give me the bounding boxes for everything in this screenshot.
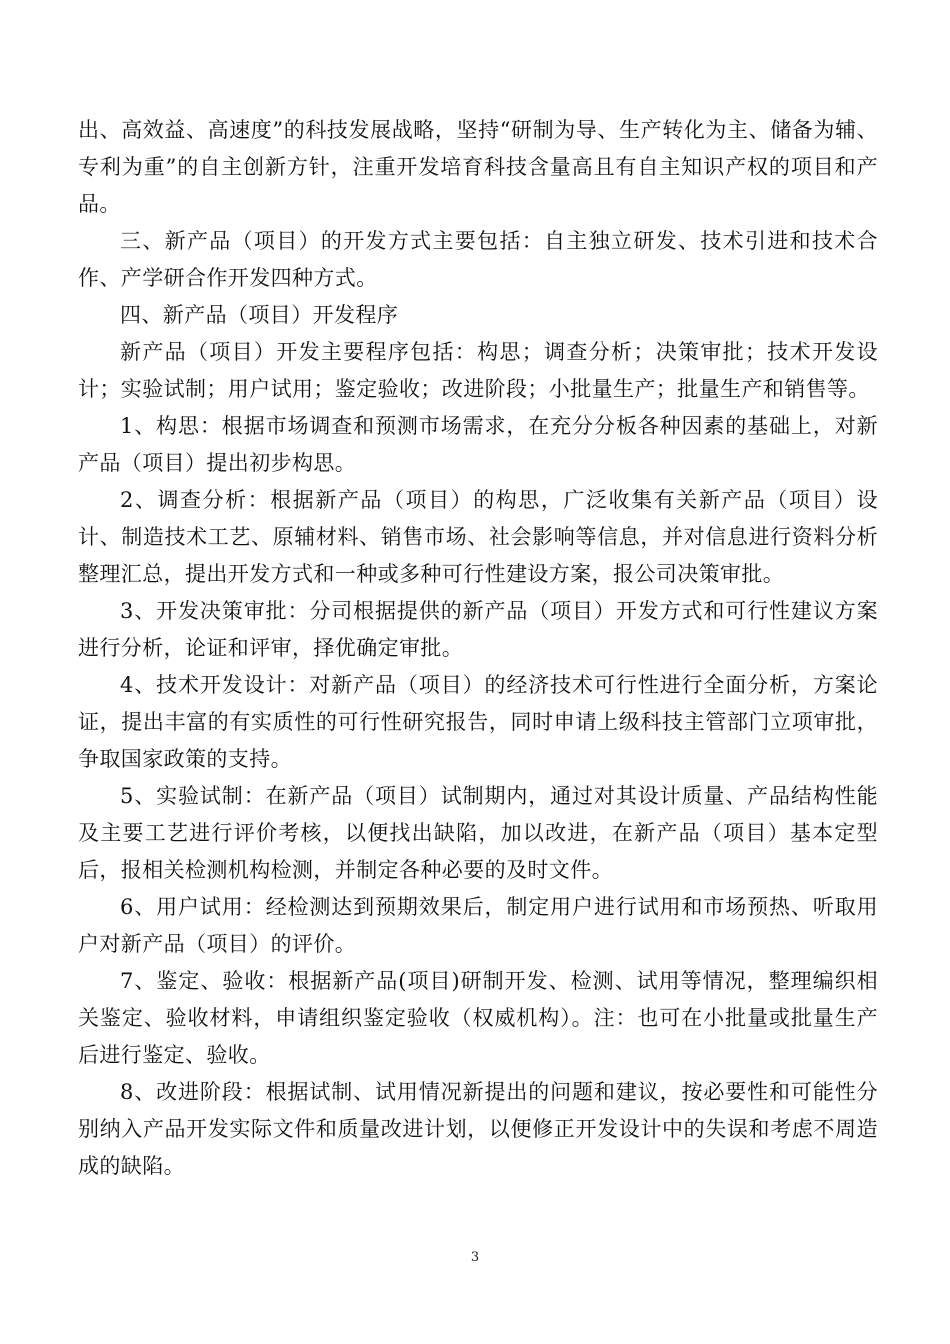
list-item-investigation-analysis: 2、调查分析：根据新产品（项目）的构思，广泛收集有关新产品（项目）设计、制造技术工艺、原辅材料、销售市场、社会影响等信息，并对信息进行资料分析整理汇总，提出开发方式和一种或多种可行性建设方案，报公司决策审批。 [78,488,878,586]
list-item-appraisal-acceptance: 7、鉴定、验收：根据新产品(项目)研制开发、检测、试用等情况，整理编织相关鉴定、验收材料，申请组织鉴定验收（权威机构）。注：也可在小批量或批量生产后进行鉴定、验收。 [78,969,878,1067]
paragraph-development-methods: 三、新产品（项目）的开发方式主要包括：自主独立研发、技术引进和技术合作、产学研合作开发四种方式。 [78,229,878,290]
list-item-decision-approval: 3、开发决策审批：分司根据提供的新产品（项目）开发方式和可行性建议方案进行分析，论证和评审，择优确定审批。 [78,599,878,660]
document-body [78,112,878,1185]
list-item-user-trial: 6、用户试用：经检测达到预期效果后，制定用户进行试用和市场预热、听取用户对新产品（项目）的评价。 [78,895,878,956]
section-heading-development-procedure: 四、新产品（项目）开发程序 [120,303,399,327]
paragraph-procedure-overview: 新产品（项目）开发主要程序包括：构思；调查分析；决策审批；技术开发设计；实验试制；用户试用；鉴定验收；改进阶段；小批量生产；批量生产和销售等。 [78,340,878,401]
list-item-technical-design: 4、技术开发设计：对新产品（项目）的经济技术可行性进行全面分析，方案论证，提出丰富的有实质性的可行性研究报告，同时申请上级科技主管部门立项审批，争取国家政策的支持。 [78,673,878,771]
list-item-concept: 1、构思：根据市场调查和预测市场需求，在充分分板各种因素的基础上，对新产品（项目）提出初步构思。 [78,414,878,475]
list-item-trial-production: 5、实验试制：在新产品（项目）试制期内，通过对其设计质量、产品结构性能及主要工艺进行评价考核，以便找出缺陷，加以改进，在新产品（项目）基本定型后，报相关检测机构检测，并制定各种必要的及时文件。 [78,784,878,882]
paragraph-strategy-continuation: 出、高效益、高速度”的科技发展战略，坚持“研制为导、生产转化为主、储备为辅、专利为重”的自主创新方针，注重开发培育科技含量高且有自主知识产权的项目和产品。 [78,118,878,216]
page-number: 3 [470,1250,480,1265]
list-item-improvement-stage: 8、改进阶段：根据试制、试用情况新提出的问题和建议，按必要性和可能性分别纳入产品开发实际文件和质量改进计划，以便修正开发设计中的失误和考虑不周造成的缺陷。 [78,1080,878,1178]
